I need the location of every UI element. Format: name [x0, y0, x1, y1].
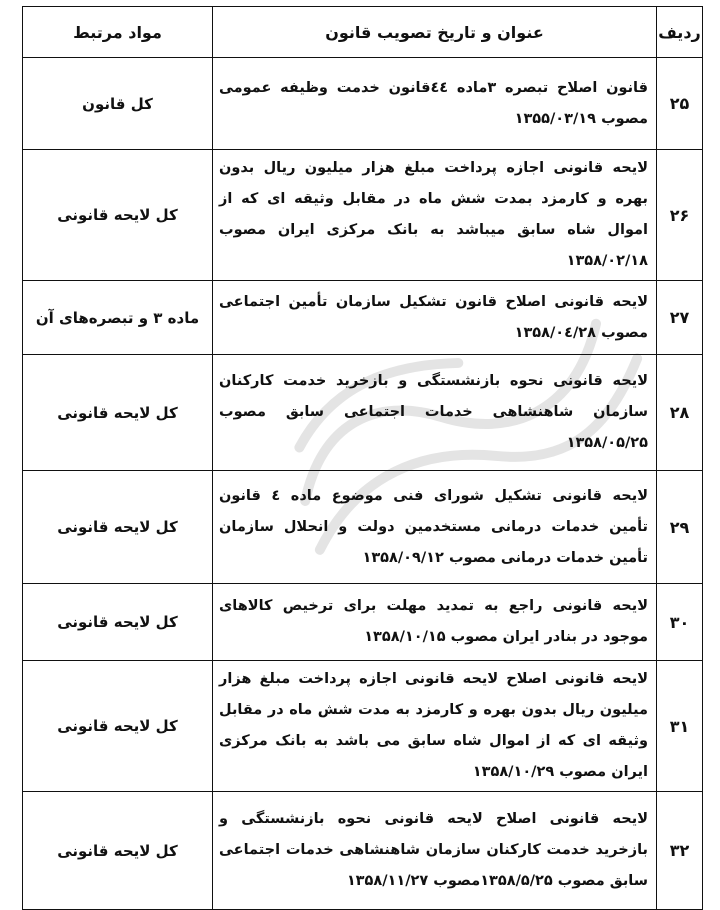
table-row — [23, 584, 703, 661]
law-title: لایحه قانونی تشکیل شورای فنی موضوع ماده ٤ قانون تأمین خدمات درمانی مستخدمین دولت و انحلال سازمان تأمین خدمات درمانی مصوب ۱۳۵۸/۰۹/۱۲ — [213, 471, 657, 584]
related-articles: کل لایحه قانونی — [23, 661, 213, 792]
table-row — [23, 792, 703, 910]
row-number: ۲۷ — [657, 281, 703, 355]
row-number: ۳۲ — [657, 792, 703, 910]
law-title: لایحه قانونی اصلاح قانون تشکیل سازمان تأمین اجتماعی مصوب ۱۳۵۸/۰٤/۲۸ — [213, 281, 657, 355]
table-row — [23, 281, 703, 355]
related-articles: کل لایحه قانونی — [23, 792, 213, 910]
law-title: لایحه قانونی اصلاح لایحه قانونی نحوه بازنشستگی و بازخرید خدمت کارکنان سازمان شاهنشاهی خدمات اجتماعی سابق مصوب ۱۳۵۸/۵/۲۵مصوب ۱۳۵۸/۱۱/۲۷ — [213, 792, 657, 910]
row-number: ۲۹ — [657, 471, 703, 584]
row-number: ۳۱ — [657, 661, 703, 792]
row-number: ۳۰ — [657, 584, 703, 661]
related-articles: ماده ۳ و تبصره‌های آن — [23, 281, 213, 355]
table-row — [23, 661, 703, 792]
related-articles: کل لایحه قانونی — [23, 355, 213, 471]
law-title: لایحه قانونی نحوه بازنشستگی و بازخرید خدمت کارکنان سازمان شاهنشاهی خدمات اجتماعی سابق مصوب ۱۳۵۸/۰۵/۲۵ — [213, 355, 657, 471]
table-row — [23, 471, 703, 584]
row-number: ۲۸ — [657, 355, 703, 471]
row-number: ۲۵ — [657, 58, 703, 150]
related-articles: کل لایحه قانونی — [23, 150, 213, 281]
header-related-articles: مواد مرتبط — [23, 7, 213, 58]
table-header-row — [23, 7, 703, 58]
related-articles: کل لایحه قانونی — [23, 471, 213, 584]
related-articles: کل لایحه قانونی — [23, 584, 213, 661]
row-number: ۲۶ — [657, 150, 703, 281]
law-title: قانون اصلاح تبصره ۳ماده ٤٤قانون خدمت وظیفه عمومی مصوب ۱۳۵۵/۰۳/۱۹ — [213, 58, 657, 150]
header-title-date: عنوان و تاریخ تصویب قانون — [213, 7, 657, 58]
law-title: لایحه قانونی اصلاح لایحه قانونی اجازه پرداخت مبلغ هزار میلیون ریال بدون بهره و کارمزد به مدت شش ماه در مقابل وثیقه ای که از اموال شاه سابق می باشد به بانک مرکزی ایران مصوب ۱۳۵۸/۱۰/۲۹ — [213, 661, 657, 792]
law-title: لایحه قانونی اجازه پرداخت مبلغ هزار میلیون ریال بدون بهره و کارمزد بمدت شش ماه در مقابل وثیقه ای که از اموال شاه سابق میباشد به بانک مرکزی ایران مصوب ۱۳۵۸/۰۲/۱۸ — [213, 150, 657, 281]
header-row-number: ردیف — [657, 7, 703, 58]
table-row — [23, 58, 703, 150]
laws-table — [22, 6, 703, 910]
related-articles: کل قانون — [23, 58, 213, 150]
law-title: لایحه قانونی راجع به تمدید مهلت برای ترخیص کالاهای موجود در بنادر ایران مصوب ۱۳۵۸/۱۰/۱۵ — [213, 584, 657, 661]
table-row — [23, 355, 703, 471]
table-row — [23, 150, 703, 281]
